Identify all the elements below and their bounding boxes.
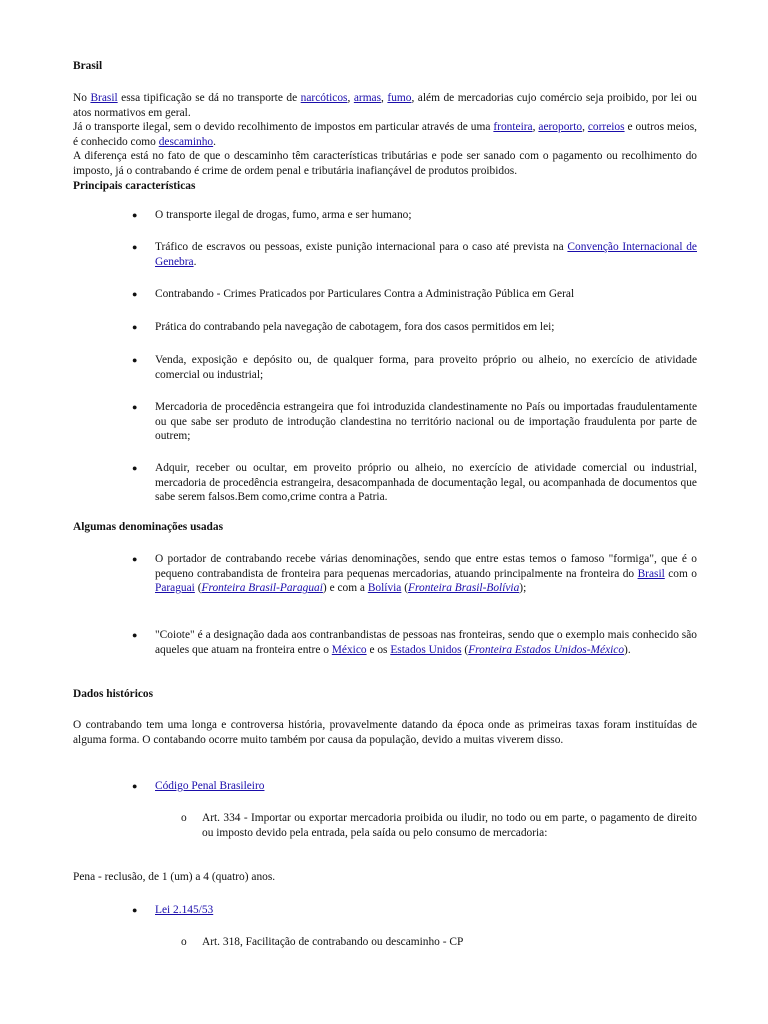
heading-principais-caracteristicas: Principais características	[73, 179, 196, 192]
list-item: ● Mercadoria de procedência estrangeira que foi introduzida clandestinamente no País ou importadas fraudulentamente ou que sabe ser produto de introdução clandestina no território nacional ou de importação fraudulenta por parte de outrem;	[73, 400, 697, 444]
link-lei-2145[interactable]: Lei 2.145/53	[155, 904, 214, 916]
caracteristicas-list	[73, 208, 697, 223]
list-item: ● Contrabando - Crimes Praticados por Particulares Contra a Administração Pública em Geral	[73, 287, 697, 302]
pena-text: Pena - reclusão, de 1 (um) a 4 (quatro) anos.	[73, 871, 276, 883]
caracteristicas-list	[73, 400, 697, 444]
caracteristicas-list	[73, 320, 697, 335]
list-item: ● Venda, exposição e depósito ou, de qualquer forma, para proveito próprio ou alheio, no exercício de atividade comercial ou industrial;	[73, 353, 697, 382]
link-correios[interactable]: correios	[587, 121, 625, 134]
link-narcoticos[interactable]: narcóticos	[300, 92, 348, 104]
list-item	[73, 779, 697, 794]
link-fronteira-brasil-paraguai[interactable]: Fronteira Brasil-Paraguai	[201, 582, 323, 595]
link-fronteira-brasil-bolivia[interactable]: Fronteira Brasil-Bolívia	[408, 582, 520, 595]
historicos-paragraph: O contrabando tem uma longa e controversa história, provavelmente datando da época onde as primeiras taxas foram instituídas de alguma forma. O contabando ocorre muito também por causa da população, devido a muitas viverem disso.	[73, 719, 697, 746]
link-paraguai[interactable]: Paraguai	[155, 582, 195, 595]
link-brasil-2[interactable]: Brasil	[637, 567, 665, 580]
link-bolivia[interactable]: Bolívia	[367, 582, 402, 595]
link-mexico[interactable]: México	[331, 643, 367, 656]
list-item: ● Adquir, receber ou ocultar, em proveito próprio ou alheio, no exercício de atividade comercial ou industrial, mercadoria de procedência estrangeira, desacompanhada de documentação legal, ou acompanhada de documentos que sabe serem falsos.Bem como,crime contra a Patria.	[73, 461, 697, 505]
denominacoes-list	[73, 628, 697, 657]
intro-paragraphs	[73, 91, 697, 193]
list-item: ● "Coiote" é a designação dada aos contranbandistas de pessoas nas fronteiras, sendo que o exemplo mais conhecido são aqueles que atuam na fronteira entre o México e os Estados Unidos (Fronteira Estados Unidos-México).	[73, 628, 697, 657]
caracteristicas-list	[73, 287, 697, 302]
caracteristicas-list	[73, 461, 697, 505]
link-aeroporto[interactable]: aeroporto	[538, 121, 583, 134]
link-estados-unidos[interactable]: Estados Unidos	[390, 643, 462, 656]
historicos-list	[73, 903, 697, 918]
heading-denominacoes: Algumas denominações usadas	[73, 521, 224, 533]
link-codigo-penal[interactable]: Código Penal Brasileiro	[155, 780, 265, 792]
list-item	[73, 903, 697, 918]
historicos-list	[73, 779, 697, 794]
list-item: ● Prática do contrabando pela navegação de cabotagem, fora dos casos permitidos em lei;	[73, 320, 697, 335]
link-brasil[interactable]: Brasil	[90, 92, 118, 104]
list-item: o Art. 334 - Importar ou exportar mercadoria proibida ou iludir, no todo ou em parte, o pagamento de direito ou imposto devido pela entrada, pela saída ou pelo consumo de mercadoria:	[73, 811, 697, 840]
intro-paragraph-3: A diferença está no fato de que o descaminho têm características tributárias e pode ser sanado com o pagamento ou recolhimento do imposto, já o contrabando é crime de ordem penal e tributária inafiançável de produtos proibidos.	[73, 150, 697, 177]
heading-dados-historicos: Dados históricos	[73, 688, 154, 700]
intro-paragraph-2: Já o transporte ilegal, sem o devido recolhimento de impostos em particular através de uma fronteira, aeroporto, correios e outros meios, é conhecido como descaminho.	[73, 121, 698, 148]
caracteristicas-list	[73, 240, 697, 269]
section-title-brasil: Brasil	[73, 60, 103, 72]
link-fumo[interactable]: fumo	[387, 92, 412, 104]
link-fronteira[interactable]: fronteira	[493, 121, 533, 134]
denominacoes-list	[73, 552, 697, 596]
caracteristicas-list	[73, 353, 697, 382]
list-item: ● Tráfico de escravos ou pessoas, existe punição internacional para o caso até prevista na Convenção Internacional de Genebra.	[73, 240, 697, 269]
list-item: ● O transporte ilegal de drogas, fumo, arma e ser humano;	[73, 208, 697, 223]
historicos-sublist	[73, 811, 697, 840]
list-item: ● O portador de contrabando recebe várias denominações, sendo que entre estas temos o famoso "formiga", que é o pequeno contrabandista de fronteira para pequenas mercadorias, atuando principalmente na fronteira do Brasil com o Paraguai (Fronteira Brasil-Paraguai) e com a Bolívia (Fronteira Brasil-Bolívia);	[73, 552, 697, 596]
link-descaminho[interactable]: descaminho	[158, 135, 214, 148]
historicos-sublist	[73, 935, 697, 950]
link-fronteira-eua-mexico[interactable]: Fronteira Estados Unidos-México	[468, 643, 625, 656]
list-item: o Art. 318, Facilitação de contrabando ou descaminho - CP	[73, 935, 697, 950]
intro-paragraph-1: No Brasil essa tipificação se dá no transporte de narcóticos, armas, fumo, além de mercadorias cujo comércio seja proibido, por lei ou atos normativos em geral.	[73, 92, 697, 119]
link-armas[interactable]: armas	[353, 92, 382, 104]
link-convencao-genebra[interactable]: Convenção Internacional de Genebra	[155, 241, 697, 268]
